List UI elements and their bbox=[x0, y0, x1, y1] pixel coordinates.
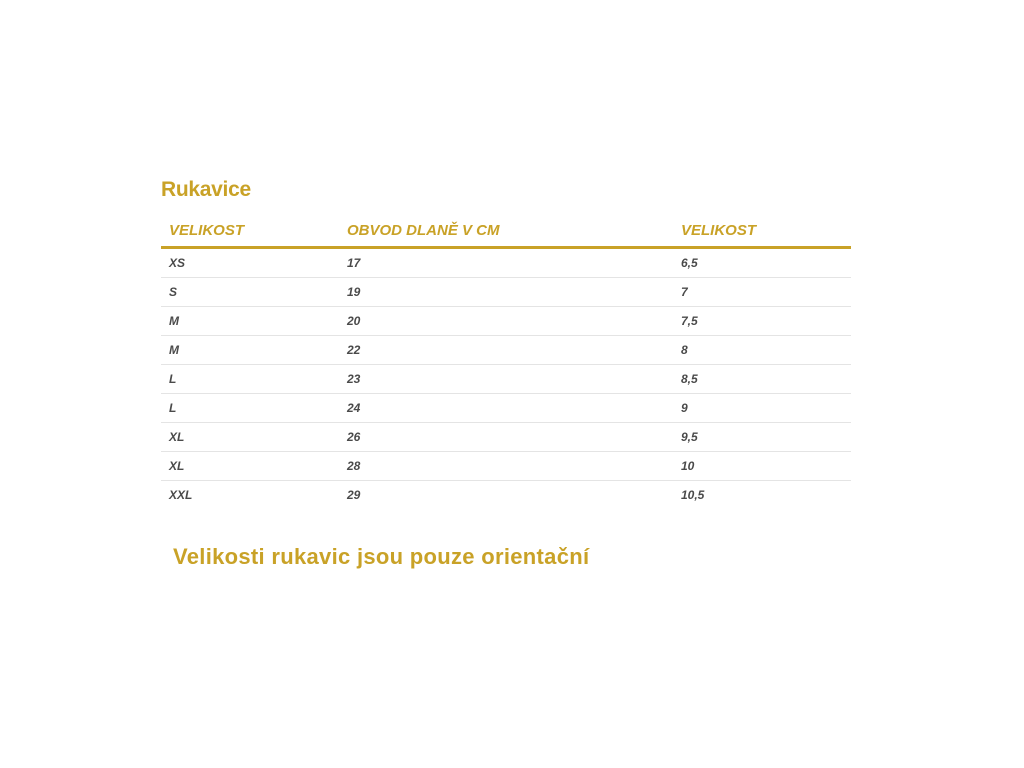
cell-size-number: 6,5 bbox=[673, 248, 851, 278]
header-size-letter: VELIKOST bbox=[161, 214, 339, 248]
cell-size-number: 7 bbox=[673, 278, 851, 307]
header-size-number: VELIKOST bbox=[673, 214, 851, 248]
cell-size-letter: XS bbox=[161, 248, 339, 278]
cell-size-number: 8 bbox=[673, 336, 851, 365]
cell-size-letter: XL bbox=[161, 423, 339, 452]
table-row bbox=[161, 452, 851, 481]
cell-size-letter: XXL bbox=[169, 488, 193, 502]
header-palm-circumference: OBVOD DLANĚ V CM bbox=[339, 214, 673, 248]
cell-palm-circumference: 29 bbox=[347, 488, 361, 502]
cell-palm-circumference: 19 bbox=[339, 278, 673, 307]
cell-size-letter: L bbox=[161, 394, 339, 423]
page-title: Rukavice bbox=[161, 178, 251, 201]
cell-palm-circumference: 23 bbox=[339, 365, 673, 394]
cell-size-number: 10 bbox=[673, 452, 851, 481]
cell-size-number: 9,5 bbox=[673, 423, 851, 452]
cell-size-number: 7,5 bbox=[673, 307, 851, 336]
cell-palm-circumference: 17 bbox=[339, 248, 673, 278]
cell-size-letter: M bbox=[161, 307, 339, 336]
cell-palm-circumference: 26 bbox=[339, 423, 673, 452]
table-row bbox=[161, 394, 851, 423]
cell-size-number: 10,5 bbox=[681, 488, 705, 502]
cell-size-number: 9 bbox=[673, 394, 851, 423]
cell-palm-circumference: 20 bbox=[339, 307, 673, 336]
table-row bbox=[161, 336, 851, 365]
cell-palm-circumference: 22 bbox=[339, 336, 673, 365]
cell-size-number: 8,5 bbox=[673, 365, 851, 394]
table-row bbox=[161, 423, 851, 452]
table-row bbox=[161, 278, 851, 307]
cell-palm-circumference: 28 bbox=[339, 452, 673, 481]
table-row bbox=[161, 248, 851, 278]
table-header-row bbox=[161, 214, 851, 248]
cell-size-letter: L bbox=[161, 365, 339, 394]
cell-size-letter: M bbox=[161, 336, 339, 365]
table-row bbox=[161, 365, 851, 394]
table-row bbox=[161, 481, 851, 510]
cell-palm-circumference: 24 bbox=[339, 394, 673, 423]
glove-size-table bbox=[161, 214, 851, 509]
table-row bbox=[161, 307, 851, 336]
size-disclaimer-note: Velikosti rukavic jsou pouze orientační bbox=[173, 544, 590, 569]
cell-size-letter: S bbox=[161, 278, 339, 307]
cell-size-letter: XL bbox=[161, 452, 339, 481]
